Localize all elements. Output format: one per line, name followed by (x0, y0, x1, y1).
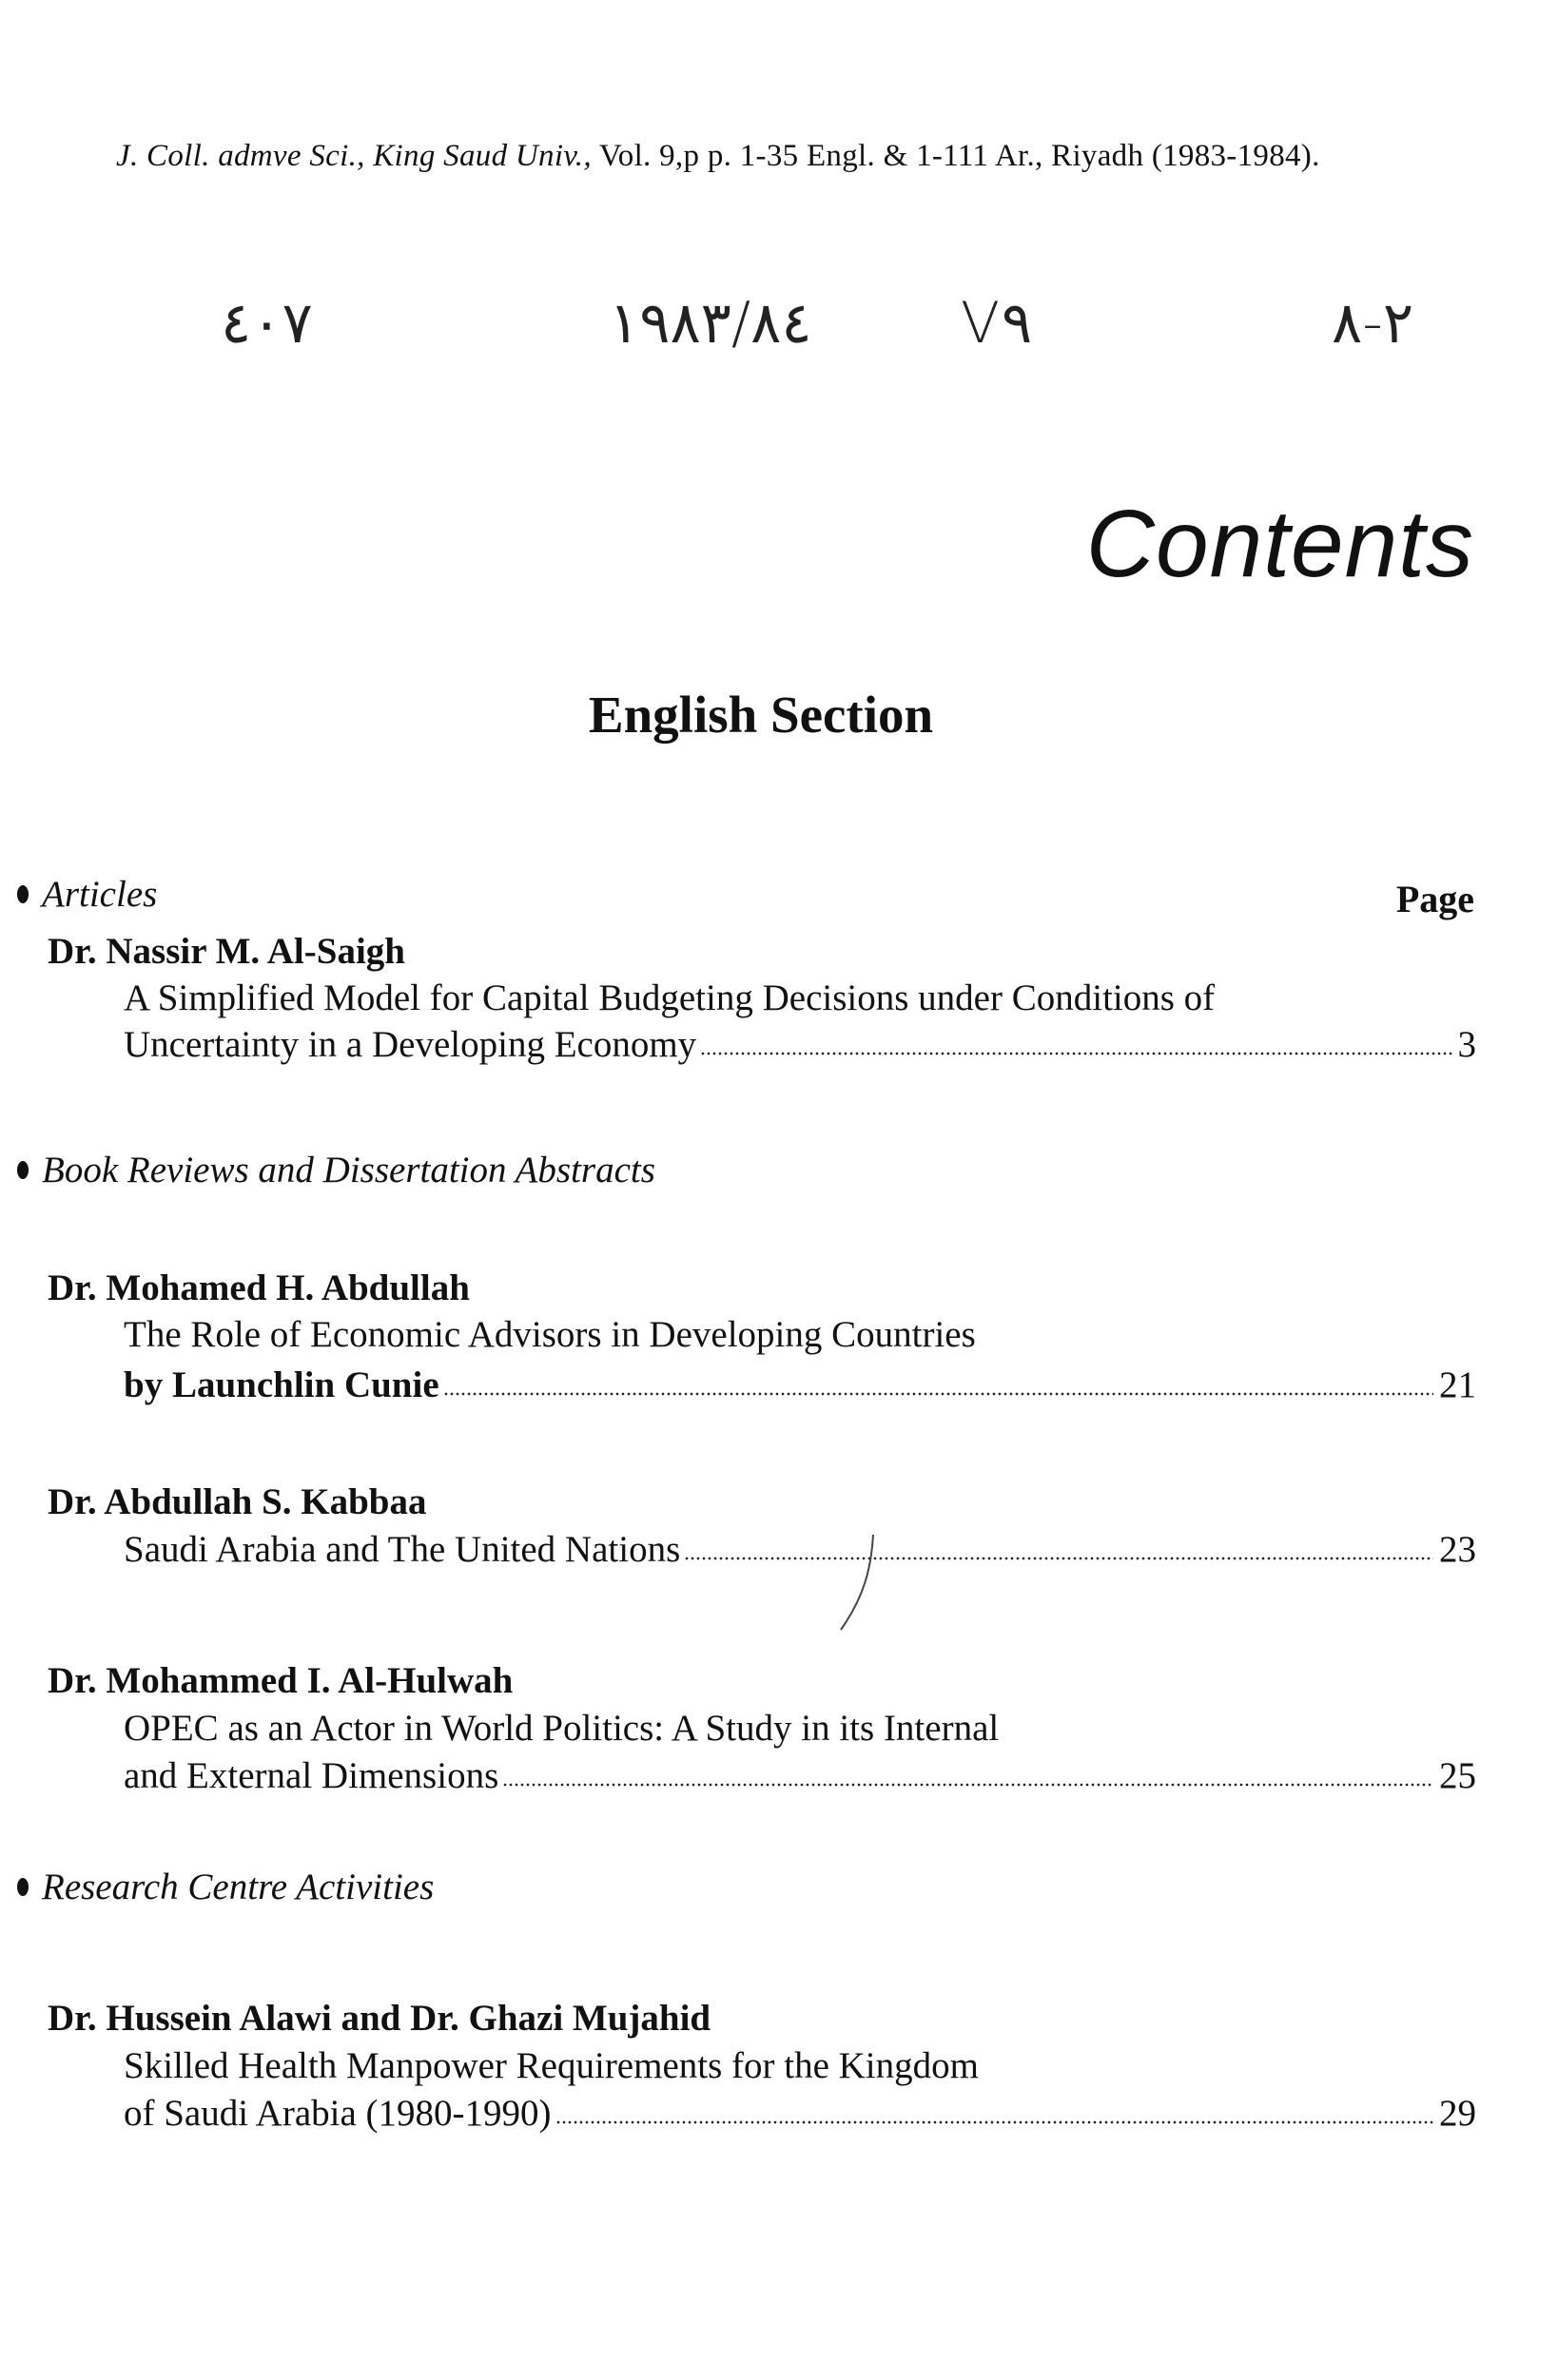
entry-title-line: and External Dimensions (124, 1755, 499, 1796)
section-title: English Section (588, 686, 934, 744)
page-number: 21 (1439, 1364, 1476, 1405)
toc-entry-leader (124, 1364, 1476, 1406)
category-label: Articles (42, 874, 158, 915)
toc-entry-leader (124, 2092, 1476, 2135)
entry-author: Dr. Mohammed I. Al-Hulwah (48, 1660, 514, 1701)
category-research-centre (17, 1866, 434, 1908)
entry-author: Dr. Abdullah S. Kabbaa (48, 1481, 427, 1522)
entry-author: Dr. Hussein Alawi and Dr. Ghazi Mujahid (48, 1998, 711, 2039)
page-number: 29 (1439, 2093, 1476, 2134)
bullet-icon (17, 1878, 29, 1896)
toc-entry-leader (124, 1023, 1476, 1066)
dot-leader (443, 1391, 1433, 1397)
entry-title-line: A Simplified Model for Capital Budgeting Decisions under Conditions of (124, 977, 1216, 1018)
dot-leader (502, 1782, 1433, 1788)
volume-info: Vol. 9,p p. 1-35 Engl. & 1-111 Ar., Riyadh (1983-1984). (598, 139, 1320, 173)
dot-leader (555, 2119, 1434, 2125)
pencil-mark (835, 1531, 883, 1635)
bullet-icon (17, 1161, 29, 1179)
handwritten-note-3: V٩ (961, 290, 1033, 357)
handwritten-note-2: ١٩٨٣/٨٤ (609, 290, 812, 357)
category-book-reviews (17, 1149, 655, 1191)
page-column-header: Page (1395, 878, 1474, 920)
entry-title-line: Uncertainty in a Developing Economy (124, 1024, 697, 1065)
entry-title-line: by Launchlin Cunie (124, 1364, 439, 1405)
entry-title-line: The Role of Economic Advisors in Developing Countries (124, 1314, 976, 1355)
category-label: Book Reviews and Dissertation Abstracts (42, 1150, 655, 1190)
page-number: 23 (1439, 1529, 1476, 1570)
category-label: Research Centre Activities (42, 1867, 435, 1907)
entry-title-line: OPEC as an Actor in World Politics: A Study in its Internal (124, 1708, 1000, 1749)
handwritten-note-1: ٤٠٧ (221, 290, 313, 357)
entry-title-line: Skilled Health Manpower Requirements for the Kingdom (124, 2045, 979, 2086)
entry-author: Dr. Nassir M. Al-Saigh (48, 931, 405, 972)
page-title: Contents (1085, 491, 1474, 597)
page-number: 25 (1439, 1755, 1476, 1796)
entry-title-line: of Saudi Arabia (1980-1990) (124, 2093, 552, 2134)
toc-entry-leader (124, 1754, 1476, 1797)
entry-author: Dr. Mohamed H. Abdullah (48, 1267, 470, 1308)
toc-entry-leader (124, 1528, 1476, 1571)
bullet-icon (17, 885, 29, 903)
journal-abbrev: J. Coll. admve Sci., King Saud Univ., (116, 139, 592, 173)
entry-title-line: Saudi Arabia and The United Nations (124, 1529, 681, 1570)
dot-leader (684, 1556, 1433, 1561)
handwritten-note-4: ٢-٨ (1332, 290, 1414, 357)
page-number: 3 (1457, 1024, 1476, 1065)
category-articles (17, 873, 157, 916)
dot-leader (700, 1051, 1451, 1056)
